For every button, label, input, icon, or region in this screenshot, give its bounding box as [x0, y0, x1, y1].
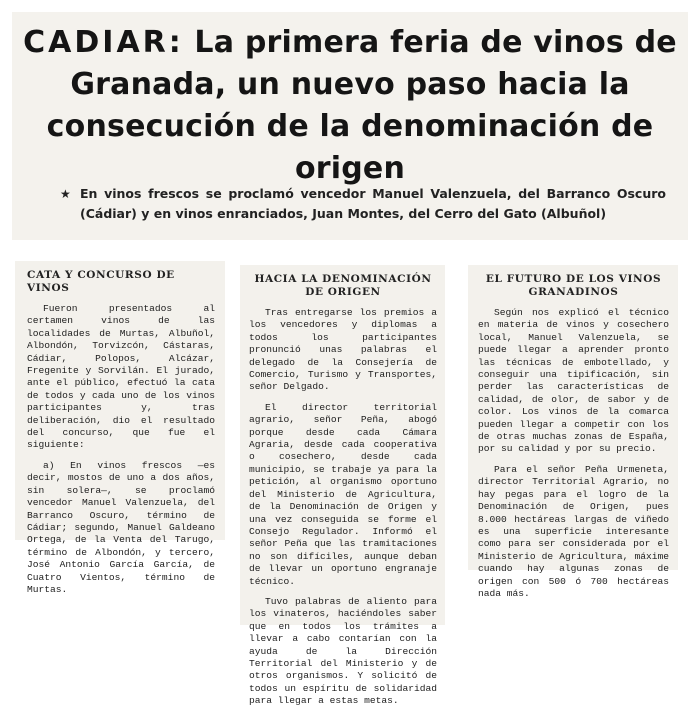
- column-paragraph: Para el señor Peña Urmeneta, director Territorial Agrario, no hay pegas para el logro de la Denominación de Origen, pues 8.000 hectáreas largas de viñedo es una superficie interesante como para ser considerada por el Ministerio de Agricultura, máxime cuando hay algunas zonas de origen con 500 ó 700 hectáreas nada más.: [478, 463, 669, 599]
- star-icon: ★: [60, 187, 71, 201]
- column-paragraph: a) En vinos frescos —es decir, mostos de uno a dos años, sin solera—, se proclamó vencedor Manuel Valenzuela, del Barranco Oscuro, término de Cádiar; segundo, Manuel Galdeano Ortega, de la Venta del Tarugo, término de Albondón, y tercero, José Antonio García García, de Cuatro Vientos, término de Murtas.: [27, 459, 215, 595]
- column-futuro-vinos: [468, 265, 678, 599]
- headline-kicker: CADIAR:: [23, 25, 184, 60]
- column-paragraph: El director territorial agrario, señor Peña, abogó porque desde cada Cámara Agraria, desde cada cooperativa o cosechero, desde cada municipio, se trabaje ya para la petición, al organismo oportuno del Ministerio de Agricultura, de la Denominación de Origen y una vez conseguida se forme el Consejo Regulador. Informó el señor Peña que las tramitaciones no son difíciles, aunque deban de llevar un oportuno engranaje técnico.: [249, 401, 437, 587]
- column-title: CATA Y CONCURSO DE VINOS: [27, 269, 175, 294]
- column-paragraph: Según nos explicó el técnico en materia de vinos y cosechero local, Manuel Valenzuela, se puede llegar a aprender pronto las técnicas de embotellado, y conseguir una tipificación, sin perder las características de calidad, de olor, de sabor y de color. Los vinos de la comarca pueden llegar a competir con los de otras muchas zonas de España, por su calidad y por su precio.: [478, 307, 669, 455]
- column-title: HACIA LA DENOMINACIÓN DE ORIGEN: [254, 273, 432, 298]
- column-denominacion: [240, 265, 445, 707]
- column-cata-concurso: [15, 261, 225, 595]
- column-paragraph: Fueron presentados al certamen vinos de las localidades de Murtas, Albuñol, Albondón, Torvizcón, Cástaras, Cádiar, Polopos, Alcázar, Fregenite y Sorvilán. El jurado, ante el público, efectuó la cata de todos y cada uno de los vinos participantes y, tras deliberación, dio el resultado del concurso, que fue el siguiente:: [27, 303, 215, 451]
- column-title: EL FUTURO DE LOS VINOS GRANADINOS: [485, 273, 662, 298]
- column-paragraph: Tuvo palabras de aliento para los vinateros, haciéndoles saber que en todos los trámites a llevar a cabo contarían con la ayuda de la Dirección Territorial del Ministerio y de otros organismos. Y solicitó de todos un espíritu de solidaridad para llegar a estas metas.: [249, 595, 437, 707]
- headline-clipping: [12, 12, 688, 240]
- column-paragraph: Tras entregarse los premios a los vencedores y diplomas a todos los participantes pronunció unas palabras el delegado de la Consejería de Comercio, Turismo y Transportes, señor Delgado.: [249, 307, 437, 393]
- article-headline: [20, 22, 680, 190]
- headline-text: La primera feria de vinos de Granada, un nuevo paso hacia la consecución de la denominación de origen: [46, 25, 677, 186]
- subhead-text: En vinos frescos se proclamó vencedor Manuel Valenzuela, del Barranco Oscuro (Cádiar) y en vinos enranciados, Juan Montes, del Cerro del Gato (Albuñol): [80, 186, 666, 221]
- article-subhead: [60, 184, 666, 224]
